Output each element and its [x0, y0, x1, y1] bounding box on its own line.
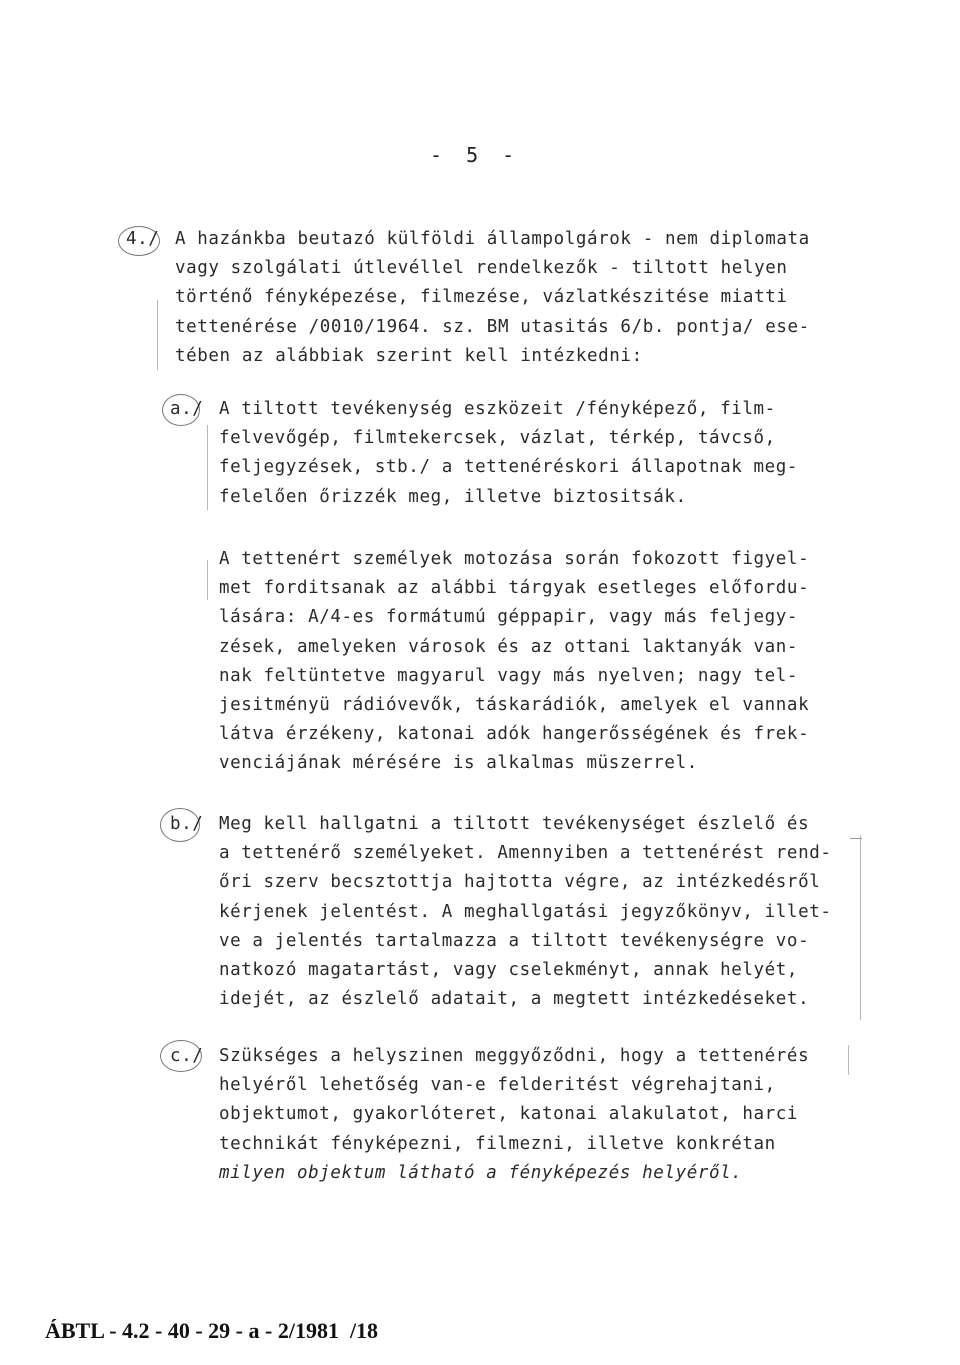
point-a-marker: a./ — [170, 399, 204, 419]
text-line: Szükséges a helyszinen meggyőződni, hogy a tettenérés — [219, 1046, 810, 1066]
text-line: objektumot, gyakorlóteret, katonai alakulatot, harci — [219, 1104, 799, 1125]
point-c-marker: c./ — [170, 1046, 204, 1066]
text-line: nak feltüntetve magyarul vagy más nyelven; nagy tel- — [219, 665, 799, 686]
text-line: kérjenek jelentést. A meghallgatási jegyzőkönyv, illet- — [219, 901, 832, 922]
text-line: történő fényképezése, filmezése, vázlatkészitése miatti — [175, 287, 788, 308]
text-line: látva érzékeny, katonai adók hangerősségének és frek- — [219, 724, 810, 745]
text-line: A tettenért személyek motozása során fokozott figyel- — [219, 549, 810, 569]
text-line: met forditsanak az alábbi tárgyak esetleges előfordu- — [219, 578, 810, 599]
archive-reference-footer: ÁBTL - 4.2 - 40 - 29 - a - 2/1981 /18 — [45, 1318, 379, 1343]
point-c-paragraph — [219, 1042, 809, 1188]
text-line: felvevőgép, filmtekercsek, vázlat, térkép, távcső, — [219, 428, 776, 449]
text-line: őri szerv becsztottja hajtotta végre, az intézkedésről — [219, 872, 821, 893]
margin-pencil-line — [207, 425, 208, 510]
text-line: Meg kell hallgatni a tiltott tevékenységet észlelő és — [219, 814, 810, 834]
point-a-second-paragraph — [219, 545, 809, 779]
text-line: A hazánkba beutazó külföldi állampolgárok - nem diplomata — [175, 229, 810, 249]
text-line-italic: milyen objektum látható a fényképezés helyéről. — [219, 1162, 743, 1183]
text-line: a tettenérő személyeket. Amennyiben a tettenérést rend- — [219, 843, 832, 864]
text-line: jesitményü rádióvevők, táskarádiók, amelyek el vannak — [219, 695, 810, 716]
text-line: technikát fényképezni, filmezni, illetve konkrétan — [219, 1133, 776, 1154]
section-4-marker: 4./ — [126, 229, 160, 249]
text-line: A tiltott tevékenység eszközeit /fényképező, film- — [219, 399, 776, 419]
text-line: ve a jelentés tartalmazza a tiltott tevékenységre vo- — [219, 930, 810, 951]
text-line: zések, amelyeken városok és az ottani laktanyák van- — [219, 636, 799, 657]
text-line: idejét, az észlelő adatait, a megtett intézkedéseket. — [219, 989, 810, 1010]
text-line: tében az alábbiak szerint kell intézkedni: — [175, 345, 643, 366]
page-number: - 5 - — [430, 143, 521, 167]
text-line: helyéről lehetőség van-e felderitést végrehajtani, — [219, 1075, 776, 1096]
text-line: lására: A/4-es formátumú géppapir, vagy más feljegy- — [219, 607, 799, 628]
point-b-marker: b./ — [170, 814, 204, 834]
section-4-paragraph — [175, 225, 810, 371]
text-line: tettenérése /0010/1964. sz. BM utasitás 6/b. pontja/ ese- — [175, 316, 810, 337]
margin-pencil-line — [860, 835, 861, 1020]
text-line: feljegyzések, stb./ a tettenéréskori állapotnak meg- — [219, 457, 799, 478]
text-line: vagy szolgálati útlevéllel rendelkezők - tiltott helyen — [175, 258, 788, 279]
margin-pencil-line — [157, 300, 158, 370]
margin-pencil-tick — [850, 838, 862, 839]
margin-pencil-line — [848, 1045, 849, 1075]
point-b-paragraph — [219, 810, 831, 1014]
margin-pencil-line — [207, 560, 208, 600]
text-line: venciájának mérésére is alkalmas müszerrel. — [219, 753, 698, 774]
point-a-paragraph — [219, 395, 798, 512]
text-line: felelően őrizzék meg, illetve biztositsák. — [219, 486, 687, 507]
text-line: natkozó magatartást, vagy cselekményt, annak helyét, — [219, 960, 799, 981]
